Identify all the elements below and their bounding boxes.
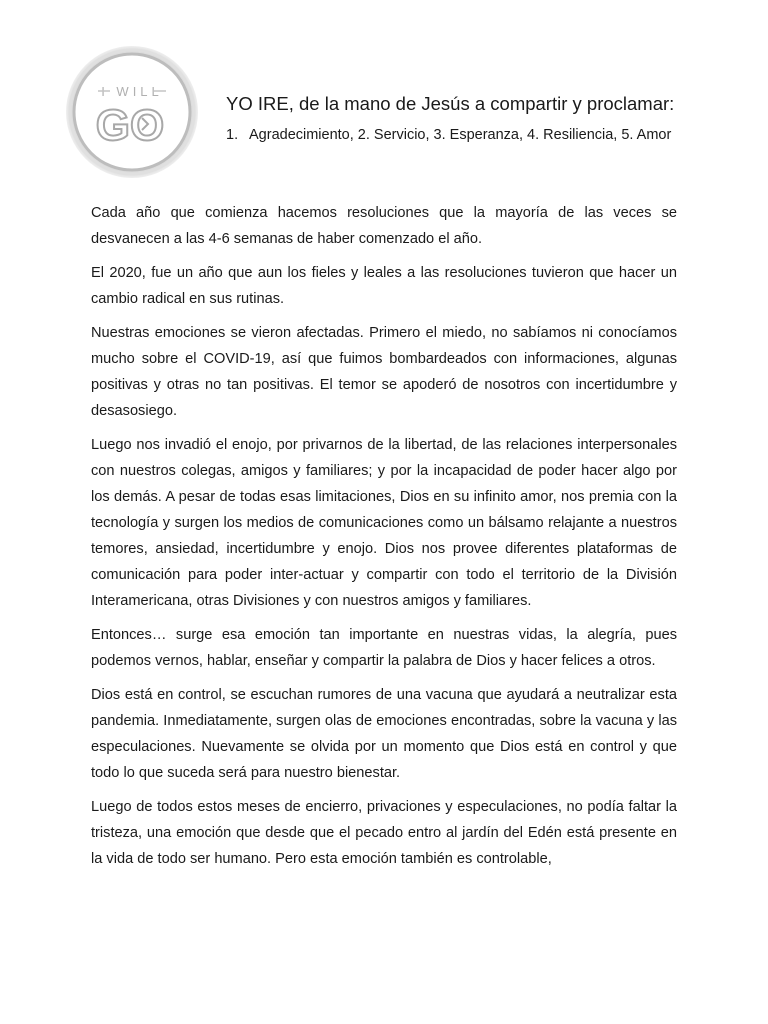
document-title: YO IRE, de la mano de Jesús a compartir y proclamar:: [226, 93, 675, 114]
paragraph: El 2020, fue un año que aun los fieles y leales a las resoluciones tuvieron que hacer un cambio radical en sus rutinas.: [91, 265, 677, 307]
i-will-go-logo: [64, 44, 200, 180]
paragraph: Entonces… surge esa emoción tan importante en nuestras vidas, la alegría, pues podemos vernos, hablar, enseñar y compartir la palabra de Dios y hacer felices a otros.: [91, 627, 677, 669]
logo-line2: GO: [95, 101, 165, 150]
list-item-text: Agradecimiento, 2. Servicio, 3. Esperanza, 4. Resiliencia, 5. Amor: [249, 127, 672, 143]
paragraph: Nuestras emociones se vieron afectadas. Primero el miedo, no sabíamos ni conocíamos mucho sobre el COVID-19, así que fuimos bombardeados con informaciones, algunas positivas y otras no tan positivas. El temor se apoderó de nosotros con incertidumbre y desasosiego.: [91, 325, 677, 419]
header-numbered-list: [226, 126, 686, 145]
paragraph: Luego nos invadió el enojo, por privarnos de la libertad, de las relaciones interpersonales con nuestros colegas, amigos y familiares; y por la incapacidad de poder hacer algo por los demás. A pesar de todas esas limitaciones, Dios en su infinito amor, nos premia con la tecnología y surgen los medios de comunicaciones como un bálsamo relajante a nuestros temores, ansiedad, incertidumbre y enojo. Dios nos provee diferentes plataformas de comunicación para poder inter-actuar y compartir con todo el territorio de la División Interamericana, otras Divisiones y con nuestros amigos y familiares.: [91, 437, 677, 609]
logo-ring-icon: [64, 44, 200, 180]
logo-line1: I WILL: [101, 84, 163, 99]
list-item: [226, 126, 686, 145]
list-item-number: 1.: [226, 127, 239, 143]
document-body: [91, 200, 677, 880]
paragraph: Dios está en control, se escuchan rumores de una vacuna que ayudará a neutralizar esta pandemia. Inmediatamente, surgen olas de emociones encontradas, sobre la vacuna y las especulaciones. Nuevamente se olvida por un momento que Dios está en control y que todo lo que suceda será para nuestro bienestar.: [91, 687, 677, 781]
paragraph: Luego de todos estos meses de encierro, privaciones y especulaciones, no podía faltar la tristeza, una emoción que desde que el pecado entro al jardín del Edén está presente en la vida de todo ser humano. Pero esta emoción también es controlable,: [91, 799, 677, 867]
paragraph: Cada año que comienza hacemos resoluciones que la mayoría de las veces se desvanecen a las 4-6 semanas de haber comenzado el año.: [91, 205, 677, 247]
